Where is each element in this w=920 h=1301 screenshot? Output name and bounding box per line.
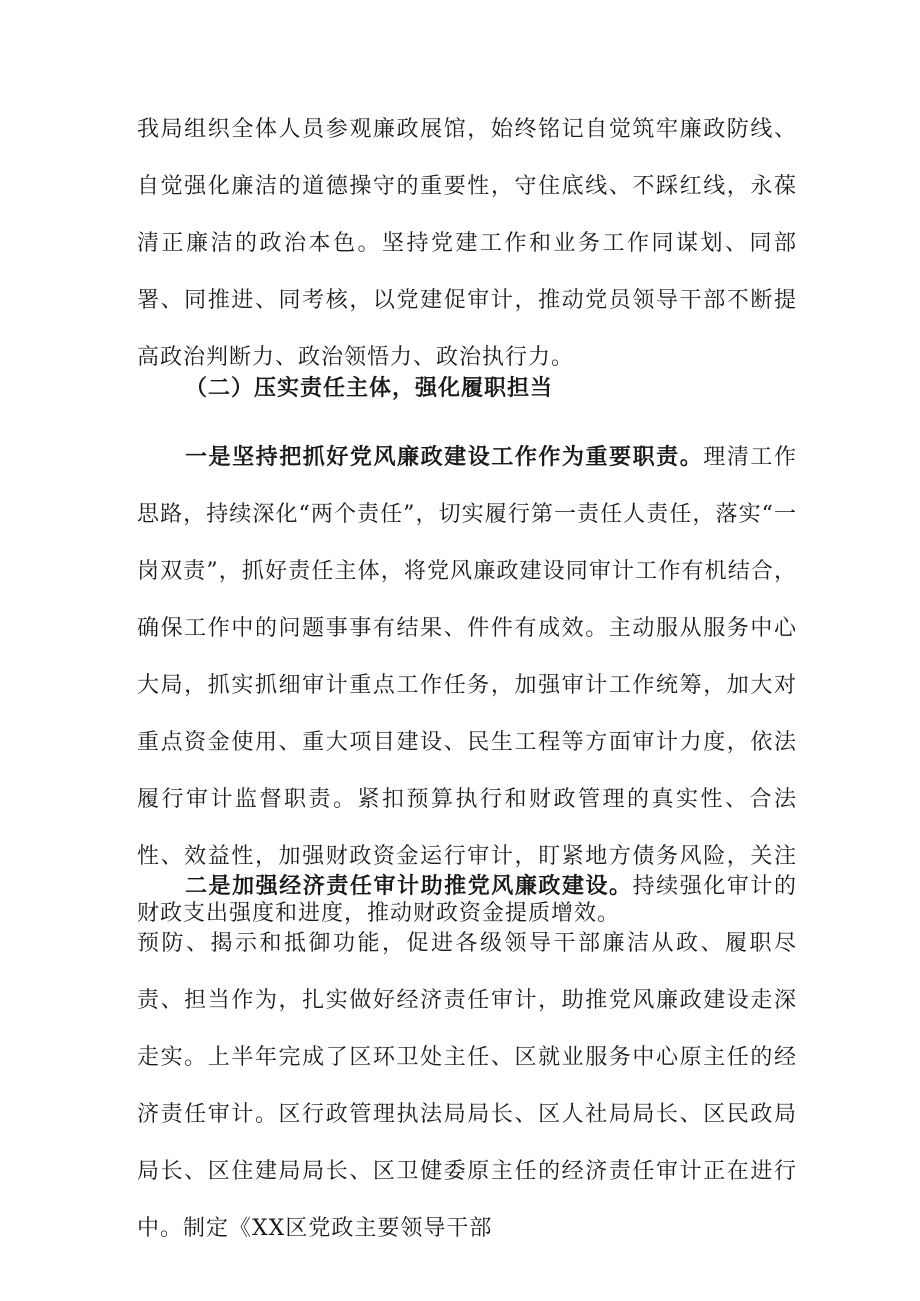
section-heading: （二）压实责任主体，强化履职担当 xyxy=(185,375,554,401)
paragraph-2-lead: 一是坚持把抓好党风廉政建设工作作为重要职责。 xyxy=(185,444,704,470)
paragraph-1: 我局组织全体人员参观廉政展馆，始终铭记自觉筑牢廉政防线、自觉强化廉洁的道德操守的重要性，守住底线、不踩红线，永葆清正廉洁的政治本色。坚持党建工作和业务工作同谋划、同部署、同推进、同考核，以党建促审计，推动党员领导干部不断提高政治判断力、政治领悟力、政治执行力。 xyxy=(137,117,797,370)
paragraph-3-lead: 二是加强经济责任审计助推党风廉政建设。 xyxy=(185,873,633,899)
paragraph-2-body: 理清工作思路，持续深化“两个责任”，切实履行第一责任人责任，落实“一岗双责”，抓好责任主体，将党风廉政建设同审计工作有机结合，确保工作中的问题事事有结果、件件有成效。主动服从服务中心大局，抓实抓细审计重点工作任务，加强审计工作统筹，加大对重点资金使用、重大项目建设、民生工程等方面审计力度，依法履行审计监督职责。紧扣预算执行和财政管理的真实性、合法性、效益性，加强财政资金运行审计，盯紧地方债务风险，关注财政支出强度和进度，推动财政资金提质增效。 xyxy=(137,445,797,926)
paragraph-3-body: 持续强化审计的预防、揭示和抵御功能，促进各级领导干部廉洁从政、履职尽责、担当作为，扎实做好经济责任审计，助推党风廉政建设走深走实。上半年完成了区环卫处主任、区就业服务中心原主任的经济责任审计。区行政管理执法局局长、区人社局局长、区民政局局长、区住建局局长、区卫健委原主任的经济责任审计正在进行中。制定《XX区党政主要领导干部 xyxy=(137,874,797,1241)
paragraph-3 xyxy=(137,858,797,1257)
